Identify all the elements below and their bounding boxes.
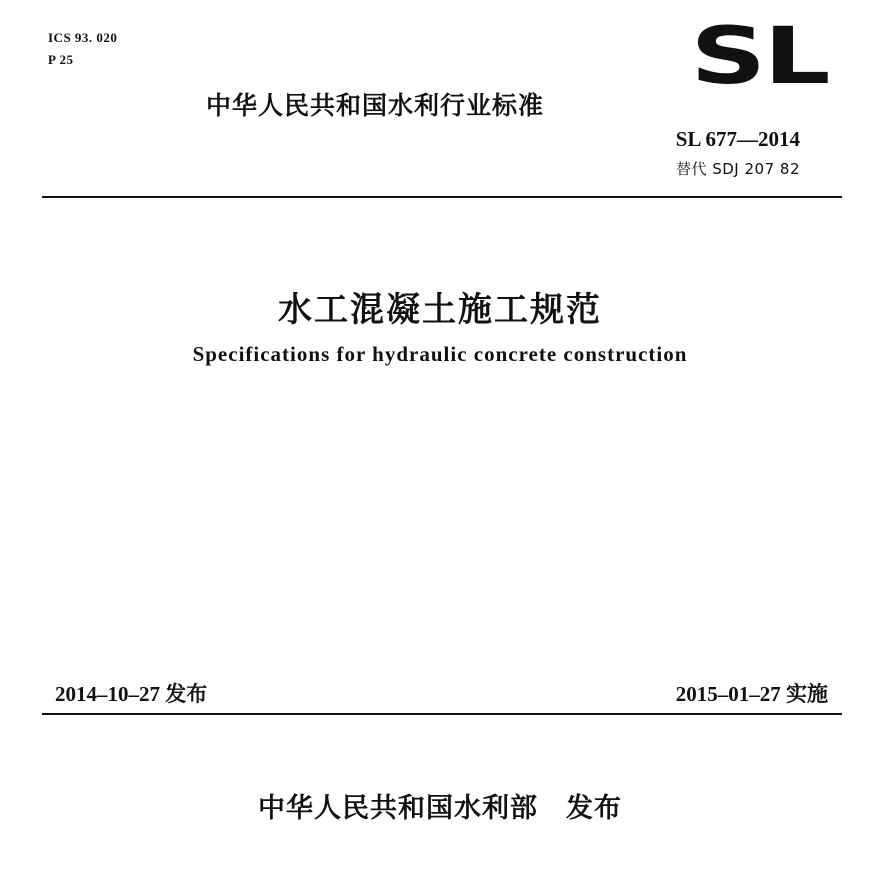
standard-number: SL 677—2014: [675, 127, 800, 151]
bottom-divider: [42, 713, 842, 715]
classification-code: P 25: [48, 52, 74, 67]
document-title-english: Specifications for hydraulic concrete construction: [192, 342, 688, 366]
implementation-date: 2015–01–27 实施: [675, 682, 828, 706]
sl-logo: SL: [690, 12, 828, 102]
issue-date: 2014–10–27 发布: [55, 682, 208, 706]
publisher-name: 中华人民共和国水利部: [258, 793, 538, 824]
document-title-chinese: 水工混凝土施工规范: [278, 290, 602, 330]
top-divider: [42, 196, 842, 198]
ics-code: ICS 93. 020: [48, 30, 118, 45]
publish-action: 发布: [566, 793, 622, 824]
publisher-line: [0, 786, 880, 825]
standard-category: 中华人民共和国水利行业标准: [206, 91, 545, 120]
replaces-standard: 替代 SDJ 207 82: [675, 160, 800, 178]
